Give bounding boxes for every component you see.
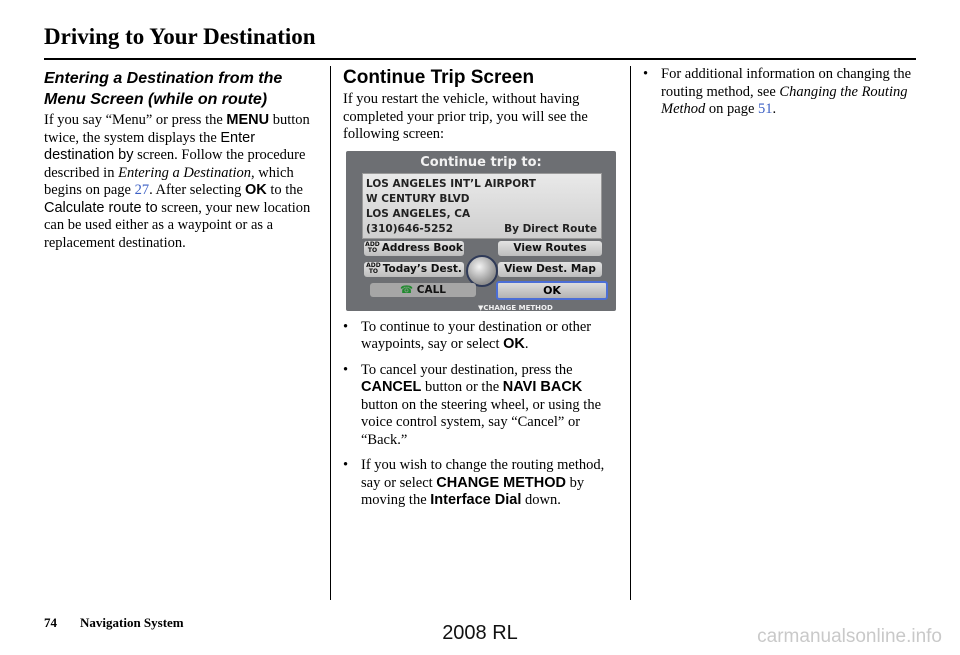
list-item: • To continue to your destination or other waypoints, say or select OK. [343,318,592,352]
interface-dial-icon [466,255,498,287]
section-heading-continue-trip: Continue Trip Screen [343,67,535,88]
change-method-ref: CHANGE METHOD [436,474,566,491]
destination-line-2: W CENTURY BLVD [366,192,470,205]
navi-back-button-ref: NAVI BACK [502,379,583,395]
continue-trip-bullets [343,319,619,510]
bullet-icon: • [343,318,349,335]
bullet-icon: • [343,361,349,378]
ok-ref: OK [244,182,267,198]
screen-title: Continue trip to: [420,154,542,170]
column-divider-right [630,66,631,600]
page-link-51[interactable]: 51 [758,101,773,117]
ok-ref: OK [503,336,525,352]
footer-section-name: Navigation System [80,615,184,630]
column-3 [643,66,919,127]
additional-info-bullets [643,66,919,119]
cancel-button-ref: CANCEL [361,379,422,395]
list-item: • For additional information on changing the routing method, see Changing the Routing Method on page 51. [643,66,912,117]
destination-line-1: LOS ANGELES INT’L AIRPORT [366,177,536,190]
changing-routing-method-ref: Changing the Routing Method [661,83,908,117]
model-year-stamp: 2008 RL [442,622,518,644]
add-to-badge: ADD TO [365,240,380,254]
title-rule [44,58,916,60]
destination-line-3: LOS ANGELES, CA [366,207,471,220]
change-method-hint: ▼CHANGE METHOD [478,303,553,311]
destination-phone: (310)646-5252 [366,222,454,235]
column-divider-left [330,66,331,600]
list-item: • If you wish to change the routing method, say or select CHANGE METHOD by moving the Interface Dial down. [343,457,605,508]
interface-dial-ref: Interface Dial [430,492,522,508]
ok-button[interactable]: OK [496,281,608,300]
bullet-icon: • [343,457,349,473]
watermark-site: carmanualsonline.info [757,626,942,647]
column-2 [343,66,619,518]
menu-button-ref: MENU [226,112,270,128]
address-book-button[interactable]: ADD TO Address Book [365,240,463,254]
continue-trip-intro: If you restart the vehicle, without having completed your prior trip, you will see the following screen: [343,91,588,142]
calculate-route-to-ref: Calculate route to [44,199,158,216]
continue-trip-screenshot [346,151,616,311]
destination-info-panel [362,173,602,239]
todays-dest-button[interactable]: ADD TO Today’s Dest. [364,262,464,277]
page-title: Driving to Your Destination [44,24,316,49]
entering-a-destination-ref: Entering a Destination [118,164,252,181]
enter-destination-by-ref: Enter destination by [44,129,256,163]
view-dest-map-button[interactable]: View Dest. Map [498,262,602,277]
bullet-icon: • [643,66,649,82]
page-number: 74 [44,615,57,630]
list-item: • To cancel your destination, press the CANCEL button or the NAVI BACK button on the steering wheel, or using the voice control system, say “Cancel” or “Back.” [343,361,602,448]
phone-icon: ☎ [400,283,414,296]
enter-destination-paragraph: If you say “Menu” or press the MENU button twice, the system displays the Enter destination by screen. Follow the procedure described in Entering a Destination, which begins on page 27. After selecting OK to the Calculate route to screen, your new location can be used either as a waypoint or as a replacement destination. [44,112,311,251]
section-heading-enter-destination: Entering a Destination from the Menu Screen (while on route) [44,70,283,108]
page-link-27[interactable]: 27 [134,182,150,198]
view-routes-button[interactable]: View Routes [498,241,602,256]
add-to-badge: ADD TO [366,261,381,275]
route-method-label: By Direct Route [504,222,597,235]
call-button[interactable]: ☎ CALL [370,283,476,297]
down-arrow-icon: ▼ [478,303,484,311]
column-1 [44,66,312,252]
